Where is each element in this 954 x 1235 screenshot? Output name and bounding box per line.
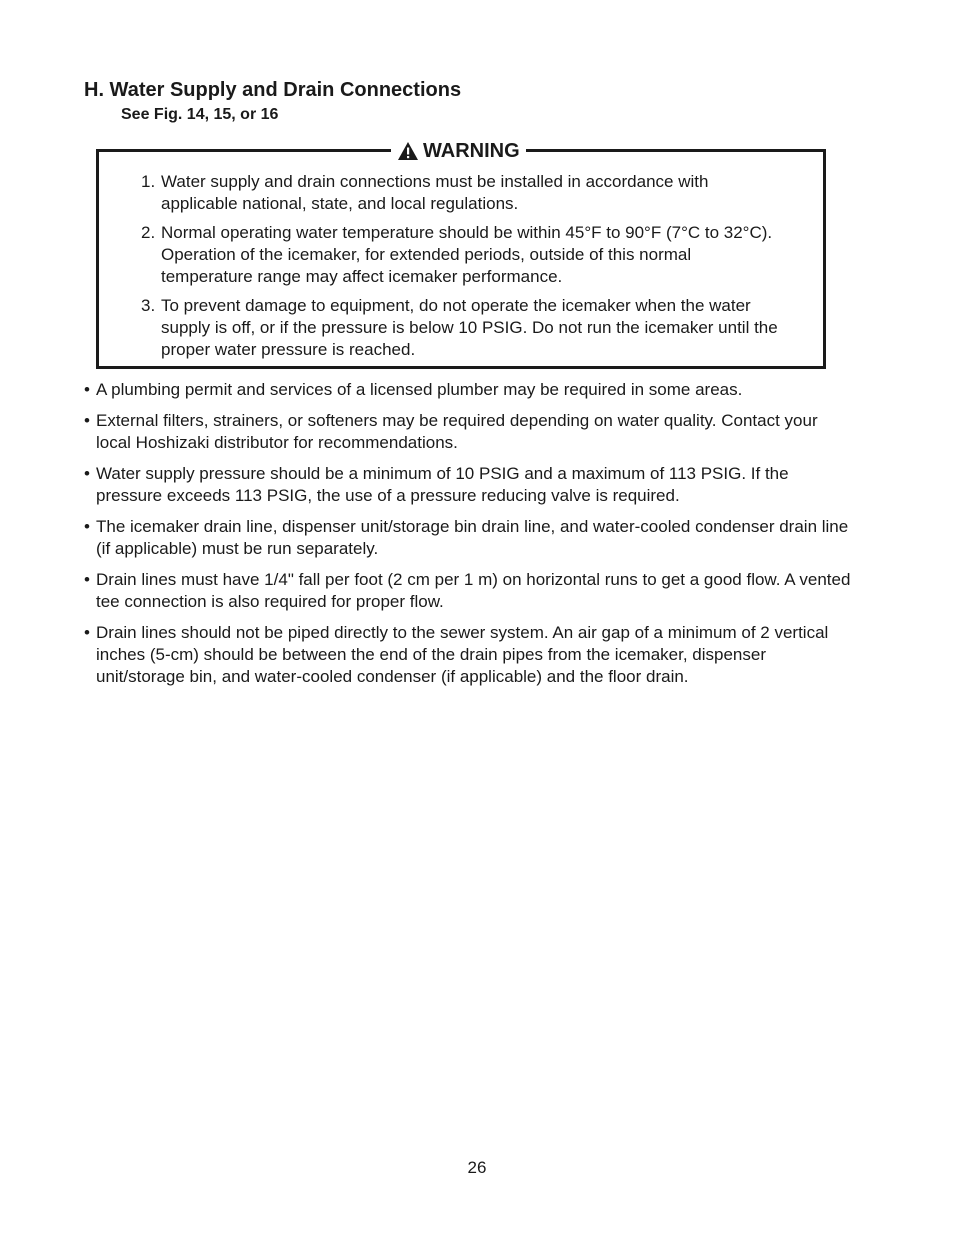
warning-item-number: 3. <box>141 296 156 315</box>
bullet-text: The icemaker drain line, dispenser unit/storage bin drain line, and water-cooled condenser drain line (if applicable) must be run separately. <box>96 517 849 558</box>
section-title: H. Water Supply and Drain Connections <box>84 79 462 101</box>
page-number: 26 <box>467 1158 487 1177</box>
bullet-mark: • <box>84 570 90 589</box>
bullet-list <box>84 379 854 697</box>
bullet-mark: • <box>84 517 90 536</box>
warning-triangle-icon <box>397 141 419 161</box>
bullet-mark: • <box>84 411 90 430</box>
bullet-text: Water supply pressure should be a minimum of 10 PSIG and a maximum of 113 PSIG. If the pressure exceeds 113 PSIG, the use of a pressure reducing valve is required. <box>96 464 789 505</box>
warning-item <box>141 295 781 361</box>
warning-header <box>391 138 526 164</box>
warning-item-text: To prevent damage to equipment, do not operate the icemaker when the water supply is off, or if the pressure is below 10 PSIG. Do not run the icemaker until the proper water pressure is reached. <box>161 296 778 359</box>
list-item <box>84 569 854 613</box>
warning-item-text: Normal operating water temperature should be within 45°F to 90°F (7°C to 32°C). Operation of the icemaker, for extended periods, outside of this normal temperature range may affect icemaker performance. <box>161 223 773 286</box>
bullet-text: External filters, strainers, or softeners may be required depending on water quality. Contact your local Hoshizaki distributor for recommendations. <box>96 411 818 452</box>
list-item <box>84 410 854 454</box>
bullet-text: A plumbing permit and services of a licensed plumber may be required in some areas. <box>96 380 743 399</box>
warning-item <box>141 171 781 215</box>
bullet-mark: • <box>84 380 90 399</box>
bullet-text: Drain lines must have 1/4" fall per foot (2 cm per 1 m) on horizontal runs to get a good flow. A vented tee connection is also required for proper flow. <box>96 570 851 611</box>
warning-item-number: 2. <box>141 223 156 242</box>
warning-item-text: Water supply and drain connections must be installed in accordance with applicable national, state, and local regulations. <box>161 172 709 213</box>
warning-item-number: 1. <box>141 172 156 191</box>
bullet-text: Drain lines should not be piped directly to the sewer system. An air gap of a minimum of 2 vertical inches (5-cm) should be between the end of the drain pipes from the icemaker, dispenser unit/storage bin, and water-cooled condenser (if applicable) and the floor drain. <box>96 623 829 686</box>
list-item <box>84 516 854 560</box>
section-subtitle: See Fig. 14, 15, or 16 <box>121 106 279 123</box>
warning-list <box>141 171 781 368</box>
list-item <box>84 379 854 401</box>
warning-label: WARNING <box>423 139 520 162</box>
warning-box <box>96 139 826 369</box>
bullet-mark: • <box>84 464 90 483</box>
list-item <box>84 463 854 507</box>
bullet-mark: • <box>84 623 90 642</box>
warning-item <box>141 222 781 288</box>
list-item <box>84 622 854 688</box>
